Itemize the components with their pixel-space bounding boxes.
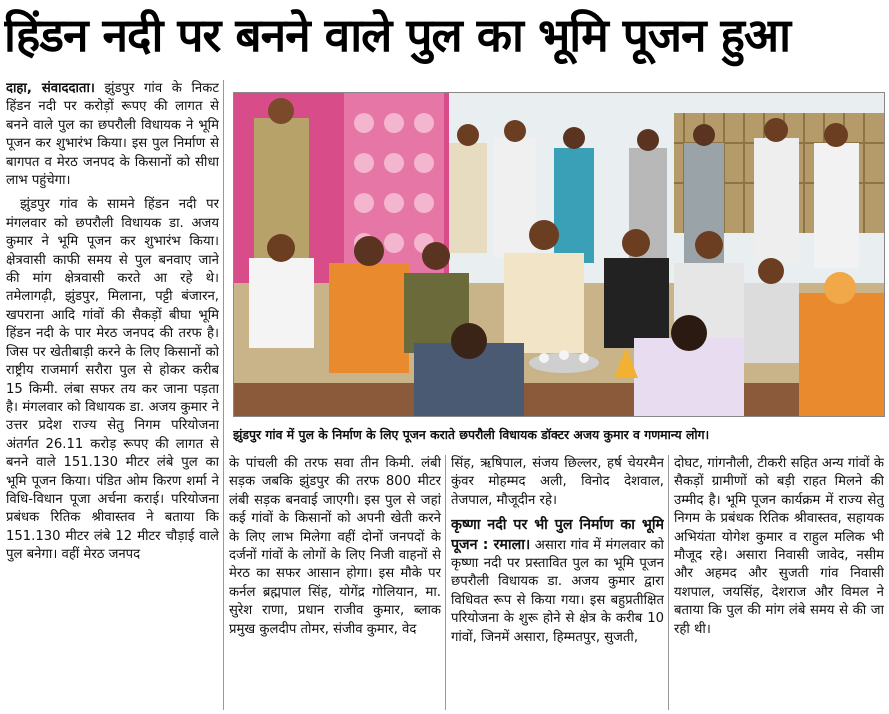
article-paragraph: झुंडपुर गांव के निकट हिंडन नदी पर करोड़ों रूपए की लागत से बनने वाले पुल का छपरौली विधायक ने भूमि पूजन कर शुभारंभ किया। इस पुल निर्माण से बागपत व मेरठ जनपद के किसानों को सीधा लाभ पहुंचेगा। [6, 81, 219, 189]
article-column-4 [674, 455, 884, 710]
news-photo [233, 92, 885, 417]
article-column-2 [229, 455, 441, 710]
article-paragraph: दोघट, गांगनौली, टीकरी सहित अन्य गांवों के सैकड़ों ग्रामीणों को बड़ी राहत मिलने की उम्मीद है। भूमि पूजन कार्यक्रम में राज्य सेतु निगम के प्रबंधक रितिक श्रीवास्तव, सहायक अभियंता योगेश कुमार व राहुल मलिक भी मौजूद रहे। असारा निवासी जावेद, नसीम और अहमद और सुजती गांव निवासी यशपाल, जयसिंह, देशराज और विमल ने बताया कि पुल की मांग लंबे समय से की जा रही थी। [674, 456, 884, 637]
subheading: कृष्णा नदी पर भी पुल निर्माण का भूमि पूजन : रमाला। [451, 517, 664, 553]
dateline: दाहा, संवाददाता। [6, 81, 95, 96]
article-paragraph: झुंडपुर गांव के सामने हिंडन नदी पर मंगलवार को छपरौली विधायक डा. अजय कुमार ने भूमि पूजन कर शुभारंभ किया। क्षेत्रवासी काफी समय से पुल बनवाए जाने की मांग क्षेत्रवासी करते आ रहे थे। तमेलागढ़ी, झुंडपुर, मिलाना, पट्टी बंजारन, खपराना आदि गांवों की सैकड़ों बीघा भूमि हिंडन नदी के पार मेरठ जनपद की तरफ है। जिस पर खेतीबाड़ी करने के लिए किसानों को राष्ट्रीय राजमार्ग सरौरा पुल से होकर करीब 15 किमी. लंबा सफर तय कर जाना पड़ता है। मंगलवार को विधायक डा. अजय कुमार ने उत्तर प्रदेश राज्य सेतु निगम परियोजना अंतर्गत 26.11 करोड़ रूपए की लागत से बनने वाले 151.130 मीटर लंबे पुल का भूमि पूजन किया। पंडित ओम किरण शर्मा ने विधि-विधान पूजा अर्चना कराई। परियोजना प्रबंधक रितिक श्रीवास्तव ने बताया कि 151.130 मीटर लंबे 12 मीटर चौड़ाई वाले पुल बनेगा। वहीं मेरठ जनपद [6, 197, 219, 563]
article-column-1 [6, 80, 219, 710]
photo-caption: झुंडपुर गांव में पुल के निर्माण के लिए पूजन कराते छपरौली विधायक डॉक्टर अजय कुमार व गणमान्य लोग। [233, 427, 710, 442]
article-column-3 [451, 455, 664, 710]
column-rule [445, 455, 446, 710]
article-paragraph: असारा गांव में मंगलवार को कृष्णा नदी पर प्रस्तावित पुल का भूमि पूजन छपरौली विधायक डा. अजय कुमार द्वारा विधिवत रूप से किया गया। इस बहुप्रतीक्षित परियोजना के शुरू होने से क्षेत्र के करीब 10 गांवों, जिनमें असारा, हिम्मतपुर, सुजती, [451, 537, 664, 645]
column-rule [223, 80, 224, 710]
article-paragraph: के पांचली की तरफ सवा तीन किमी. लंबी सड़क जबकि झुंडपुर की तरफ 800 मीटर लंबी सड़क बनवाई जाएगी। इस पुल से जहां कई गांवों के किसानों को अपनी खेती करने के लिए लाभ मिलेगा वहीं दोनों जनपदों के दर्जनों गांवों के लोगों के लिए निजी वाहनों से मेरठ का सफर आसान होगा। इस मौके पर कर्नल ब्रह्मपाल सिंह, योगेंद्र गोलियान, मा. सुरेश राणा, प्रधान राजीव कुमार, ब्लाक प्रमुख कुलदीप तोमर, संजीव कुमार, वेद [229, 456, 441, 637]
headline: हिंडन नदी पर बनने वाले पुल का भूमि पूजन हुआ [4, 8, 790, 62]
column-rule [668, 455, 669, 710]
article-paragraph: सिंह, ऋषिपाल, संजय छिल्लर, हर्ष चेयरमैन कुंवर मोहम्मद अली, विनोद देशवाल, तेजपाल, मौजूदीन रहे। [451, 456, 664, 508]
